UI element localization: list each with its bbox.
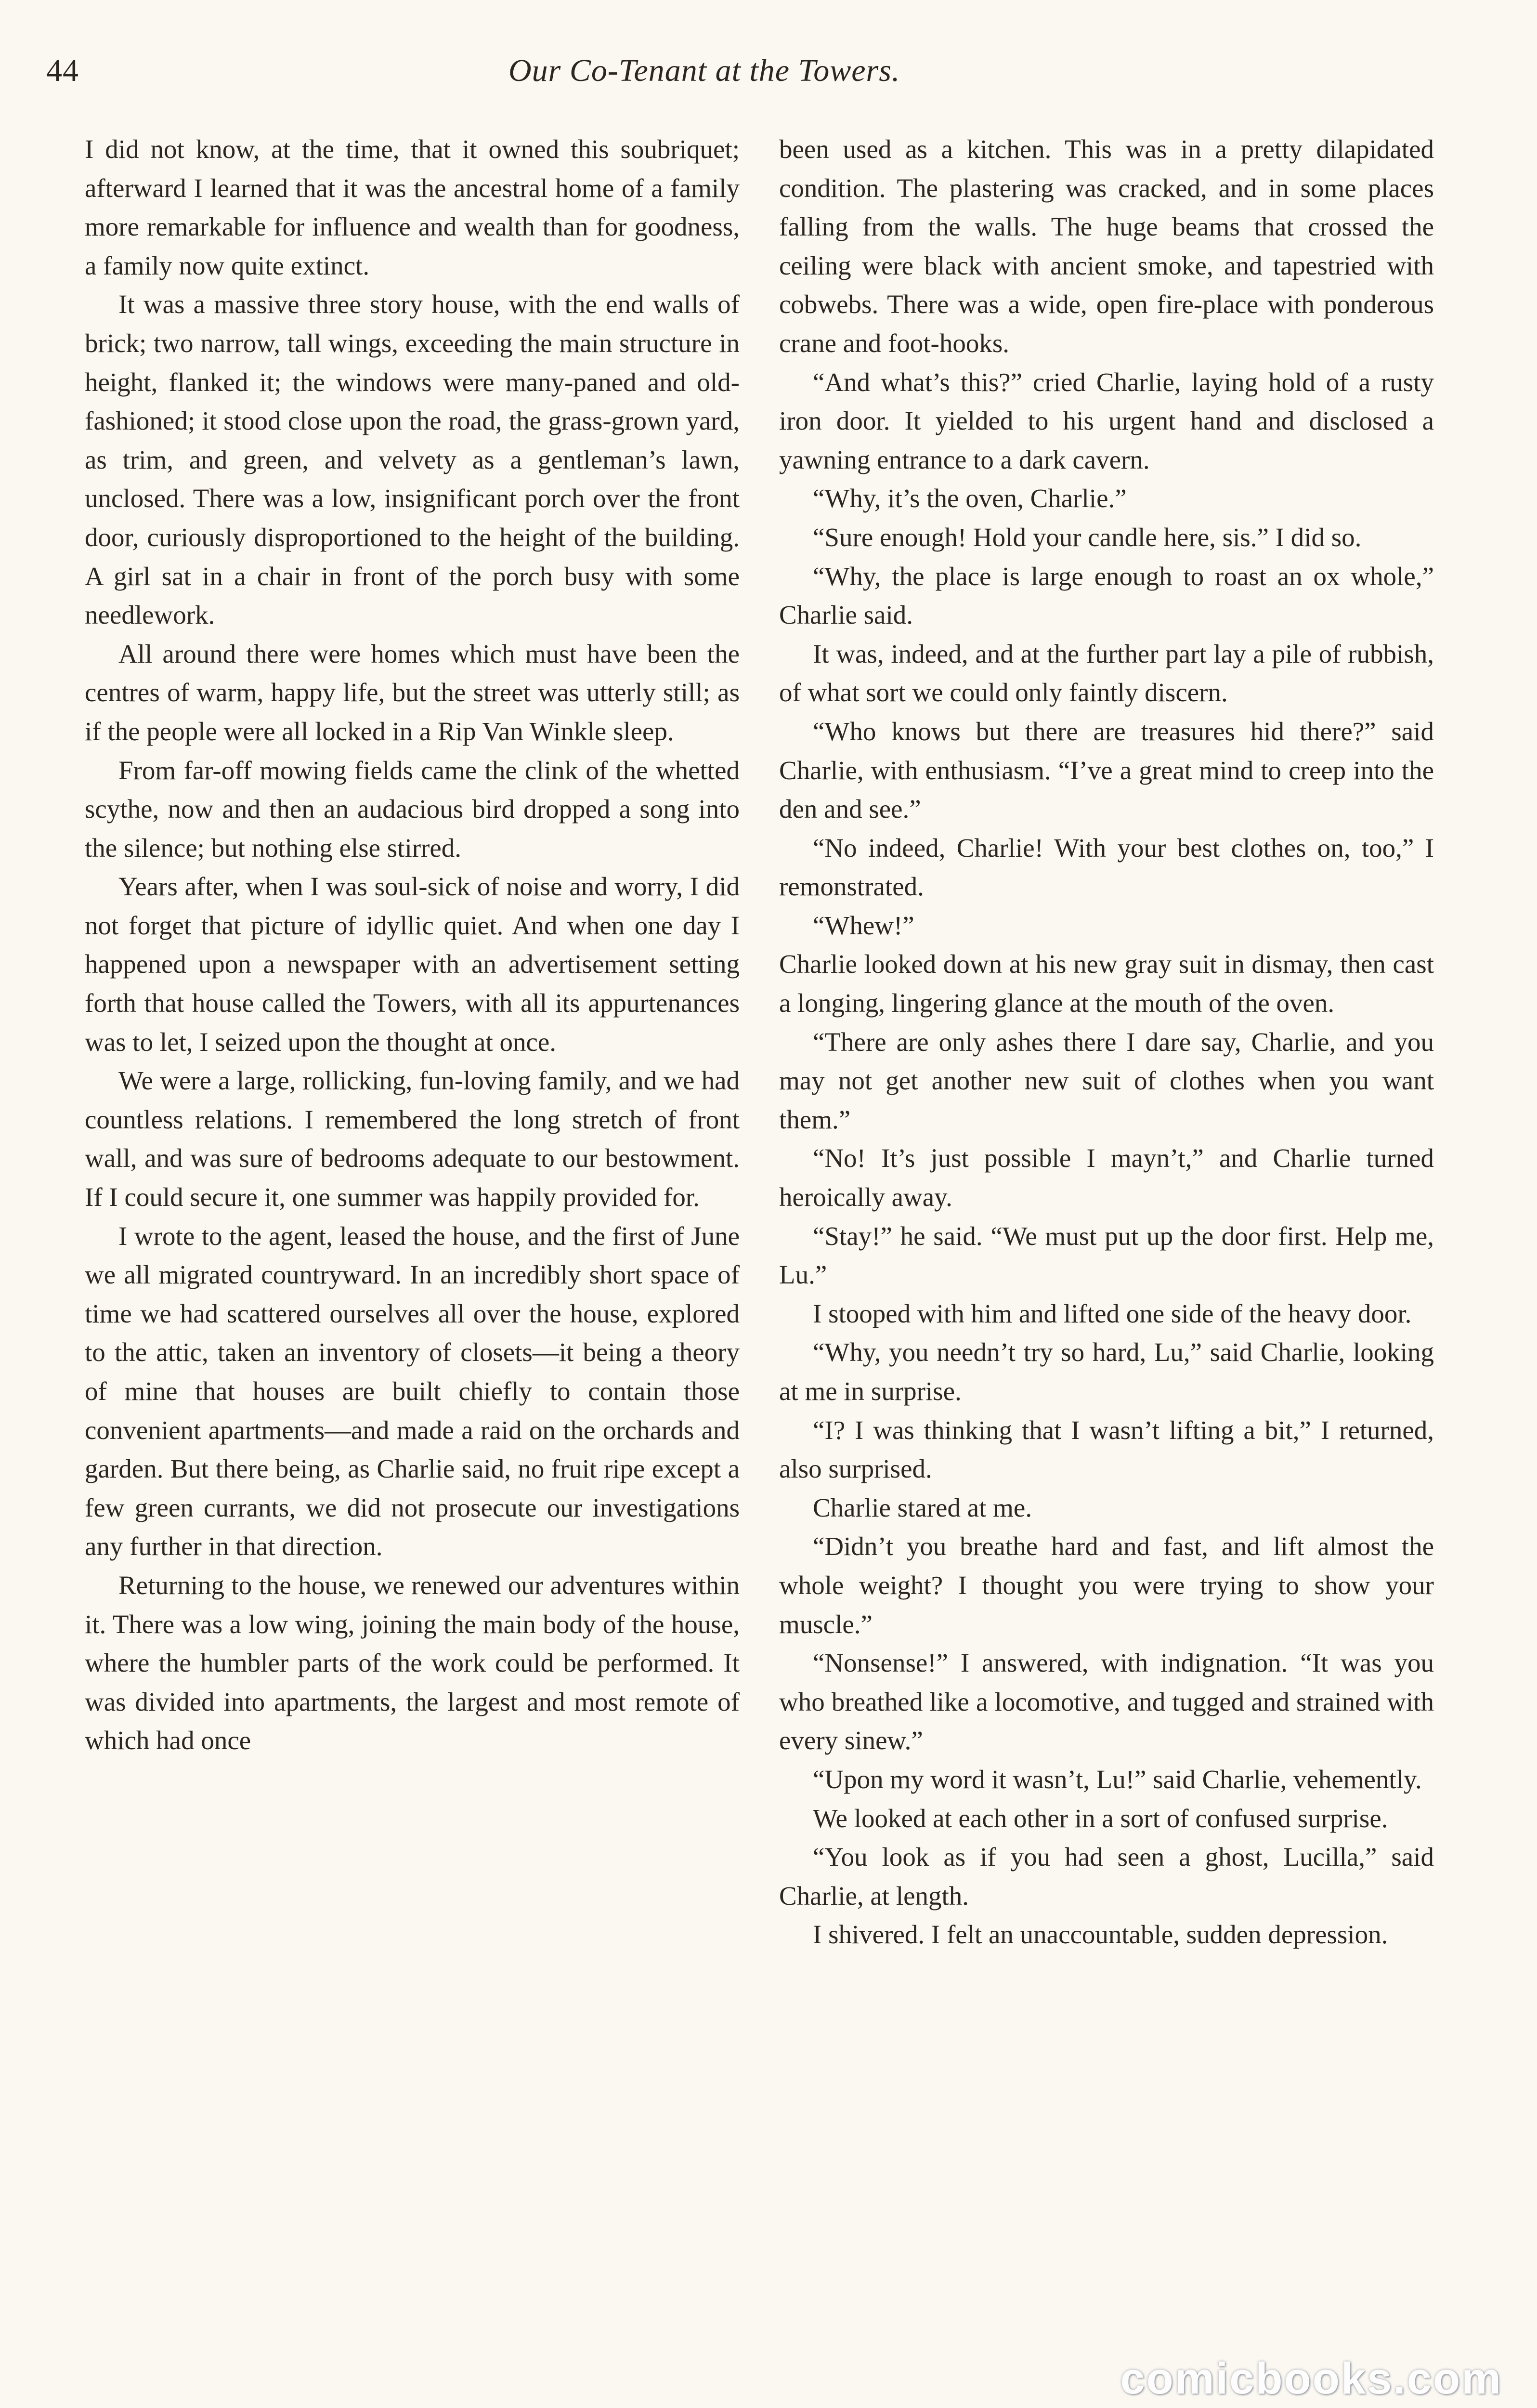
paragraph: All around there were homes which must have been the centres of warm, happy life, but the street was utterly still; as if the people were all locked in a Rip Van Winkle sleep. <box>85 639 740 746</box>
paragraph: I wrote to the agent, leased the house, and the first of June we all migrated countryward. In an incredibly short space of time we had scattered ourselves all over the house, explored to the attic, taken an inventory of closets—it being a theory of mine that houses are built chiefly to contain those convenient apartments—and made a raid on the orchards and garden. But there being, as Charlie said, no fruit ripe except a few green currants, we did not prosecute our investigations any further in that direction. <box>85 1221 740 1561</box>
paragraph: “No indeed, Charlie! With your best clothes on, too,” I remonstrated. <box>779 833 1434 902</box>
paragraph: “Why, it’s the oven, Charlie.” <box>813 484 1127 513</box>
paragraph: I did not know, at the time, that it owned this soubriquet; afterward I learned that it was the ancestral home of a family more remarkable for influence and wealth than for goodness, a family now quite extinct. <box>85 134 740 280</box>
paragraph: It was, indeed, and at the further part lay a pile of rubbish, of what sort we could only faintly discern. <box>779 639 1434 707</box>
paragraph: Charlie stared at me. <box>813 1492 1032 1522</box>
paragraph: “Upon my word it wasn’t, Lu!” said Charlie, vehemently. <box>813 1764 1422 1794</box>
paragraph: Returning to the house, we renewed our adventures within it. There was a low wing, joining the main body of the house, where the humbler parts of the work could be performed. It was divided into apartments, the largest and most remote of which had once <box>85 1570 740 1755</box>
paragraph: I stooped with him and lifted one side of the heavy door. <box>813 1298 1412 1328</box>
paragraph: been used as a kitchen. This was in a pretty dilapidated condition. The plastering was cracked, and in some places falling from the walls. The huge beams that crossed the ceiling were black with ancient smoke, and tapestried with cobwebs. There was a wide, open fire-place with ponderous crane and foot-hooks. <box>779 134 1434 358</box>
paragraph: “Didn’t you breathe hard and fast, and lift almost the whole weight? I thought you were trying to show your muscle.” <box>779 1531 1434 1639</box>
paragraph: It was a massive three story house, with the end walls of brick; two narrow, tall wings, exceeding the main structure in height, flanked it; the windows were many-paned and old-fashioned; it stood close upon the road, the grass-grown yard, as trim, and green, and velvety as a gentleman’s lawn, unclosed. There was a low, insignificant porch over the front door, curiously disproportioned to the height of the building. A girl sat in a chair in front of the porch busy with some needlework. <box>85 289 740 630</box>
watermark-logo: comicbooks.com <box>1120 2354 1502 2403</box>
paragraph: I shivered. I felt an unaccountable, sudden depression. <box>813 1920 1388 1950</box>
paragraph: Charlie looked down at his new gray suit in dismay, then cast a longing, lingering glance at the mouth of the oven. <box>779 949 1434 1018</box>
running-title: Our Co-Tenant at the Towers. <box>508 53 900 88</box>
paragraph: “Why, you needn’t try so hard, Lu,” said Charlie, looking at me in surprise. <box>779 1337 1434 1406</box>
left-column <box>85 130 740 1760</box>
page-number: 44 <box>46 53 79 88</box>
paragraph: From far-off mowing fields came the clink of the whetted scythe, now and then an audacious bird dropped a song into the silence; but nothing else stirred. <box>85 755 740 863</box>
paragraph: “Whew!” <box>813 910 914 940</box>
paragraph: We looked at each other in a sort of confused surprise. <box>813 1803 1388 1833</box>
paragraph: “There are only ashes there I dare say, Charlie, and you may not get another new suit of clothes when you want them.” <box>779 1027 1434 1134</box>
paragraph: “You look as if you had seen a ghost, Lucilla,” said Charlie, at length. <box>779 1842 1434 1911</box>
paragraph: “Stay!” he said. “We must put up the door first. Help me, Lu.” <box>779 1221 1434 1290</box>
paragraph: “Nonsense!” I answered, with indignation. “It was you who breathed like a locomotive, and tugged and strained with every sinew.” <box>779 1648 1434 1755</box>
right-column <box>779 130 1434 1954</box>
paragraph: Years after, when I was soul-sick of noise and worry, I did not forget that picture of idyllic quiet. And when one day I happened upon a newspaper with an advertisement setting forth that house called the Towers, with all its appurtenances was to let, I seized upon the thought at once. <box>85 872 740 1057</box>
paragraph: “And what’s this?” cried Charlie, laying hold of a rusty iron door. It yielded to his urgent hand and disclosed a yawning entrance to a dark cavern. <box>779 367 1434 474</box>
paragraph: “Sure enough! Hold your candle here, sis.” I did so. <box>813 522 1362 552</box>
paragraph: “No! It’s just possible I mayn’t,” and Charlie turned heroically away. <box>779 1143 1434 1212</box>
paragraph: “I? I was thinking that I wasn’t lifting a bit,” I returned, also surprised. <box>779 1415 1434 1484</box>
paragraph: “Why, the place is large enough to roast an ox whole,” Charlie said. <box>779 561 1434 630</box>
page-header <box>46 44 1443 97</box>
paragraph: “Who knows but there are treasures hid there?” said Charlie, with enthusiasm. “I’ve a great mind to creep into the den and see.” <box>779 716 1434 824</box>
paragraph: We were a large, rollicking, fun-loving family, and we had countless relations. I remembered the long stretch of front wall, and was sure of bedrooms adequate to our bestowment. If I could secure it, one summer was happily provided for. <box>85 1066 740 1212</box>
